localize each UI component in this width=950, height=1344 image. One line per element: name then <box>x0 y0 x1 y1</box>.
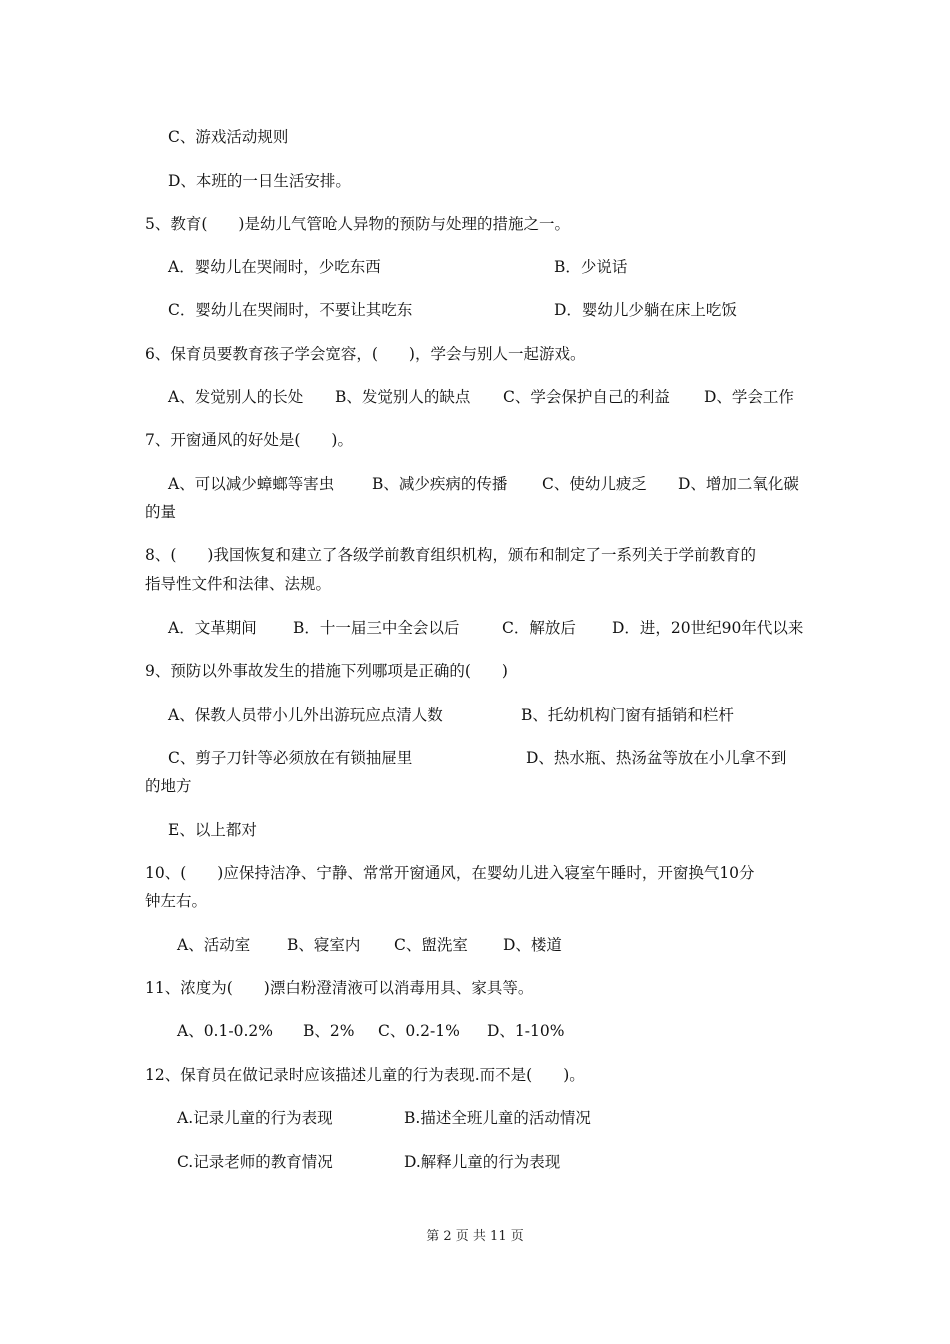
question-10-continued: 钟左右。 <box>145 892 208 910</box>
option-10b: B、寝室内 <box>287 936 361 954</box>
option-9d: D、热水瓶、热汤盆等放在小儿拿不到 <box>526 749 787 767</box>
option-5a: A．婴幼儿在哭闹时，少吃东西 <box>168 258 381 276</box>
option-9e: E、以上都对 <box>168 821 257 839</box>
option-5d: D．婴幼儿少躺在床上吃饭 <box>554 301 737 319</box>
option-line: D、本班的一日生活安排。 <box>168 172 351 190</box>
option-11b: B、2% <box>303 1022 355 1040</box>
question-11: 11、浓度为( )漂白粉澄清液可以消毒用具、家具等。 <box>145 979 534 997</box>
option-5c: C．婴幼儿在哭闹时，不要让其吃东 <box>168 301 413 319</box>
option-line: C、游戏活动规则 <box>168 128 289 146</box>
option-12d: D.解释儿童的行为表现 <box>404 1153 561 1171</box>
option-8d: D．进，20世纪90年代以来 <box>612 619 804 637</box>
option-7d-continued: 的量 <box>145 503 177 521</box>
option-9a: A、保教人员带小儿外出游玩应点清人数 <box>168 706 443 724</box>
option-8a: A．文革期间 <box>168 619 257 637</box>
option-6a: A、发觉别人的长处 <box>168 388 304 406</box>
option-7a: A、可以减少蟑螂等害虫 <box>168 475 335 493</box>
question-6: 6、保育员要教育孩子学会宽容，( )，学会与别人一起游戏。 <box>145 345 586 363</box>
question-7: 7、开窗通风的好处是( )。 <box>145 431 353 449</box>
option-12c: C.记录老师的教育情况 <box>177 1153 333 1171</box>
question-9: 9、预防以外事故发生的措施下列哪项是正确的( ) <box>145 662 508 680</box>
question-8-continued: 指导性文件和法律、法规。 <box>145 575 332 593</box>
option-7d: D、增加二氧化碳 <box>678 475 799 493</box>
option-6d: D、学会工作 <box>704 388 794 406</box>
option-7b: B、减少疾病的传播 <box>372 475 508 493</box>
option-12b: B.描述全班儿童的活动情况 <box>404 1109 591 1127</box>
option-11d: D、1-10% <box>487 1022 565 1040</box>
option-8b: B．十一届三中全会以后 <box>293 619 460 637</box>
option-9c: C、剪子刀针等必须放在有锁抽屉里 <box>168 749 413 767</box>
option-9d-continued: 的地方 <box>145 777 192 795</box>
option-9b: B、托幼机构门窗有插销和栏杆 <box>521 706 734 724</box>
option-8c: C．解放后 <box>502 619 576 637</box>
option-10a: A、活动室 <box>177 936 251 954</box>
option-6c: C、学会保护自己的利益 <box>503 388 670 406</box>
option-11a: A、0.1-0.2% <box>177 1022 273 1040</box>
option-10c: C、盥洗室 <box>394 936 468 954</box>
option-10d: D、楼道 <box>503 936 562 954</box>
question-12: 12、保育员在做记录时应该描述儿童的行为表现.而不是( )。 <box>145 1066 585 1084</box>
question-5: 5、教育( )是幼儿气管呛人异物的预防与处理的措施之一。 <box>145 215 570 233</box>
question-8: 8、( )我国恢复和建立了各级学前教育组织机构，颁布和制定了一系列关于学前教育的 <box>145 546 756 564</box>
option-12a: A.记录儿童的行为表现 <box>177 1109 333 1127</box>
question-10: 10、( )应保持洁净、宁静、常常开窗通风，在婴幼儿进入寝室午睡时，开窗换气10分 <box>145 864 755 882</box>
option-6b: B、发觉别人的缺点 <box>335 388 471 406</box>
option-7c: C、使幼儿疲乏 <box>542 475 647 493</box>
option-11c: C、0.2-1% <box>378 1022 460 1040</box>
option-5b: B．少说话 <box>554 258 628 276</box>
page-number-footer: 第 2 页 共 11 页 <box>426 1229 524 1244</box>
